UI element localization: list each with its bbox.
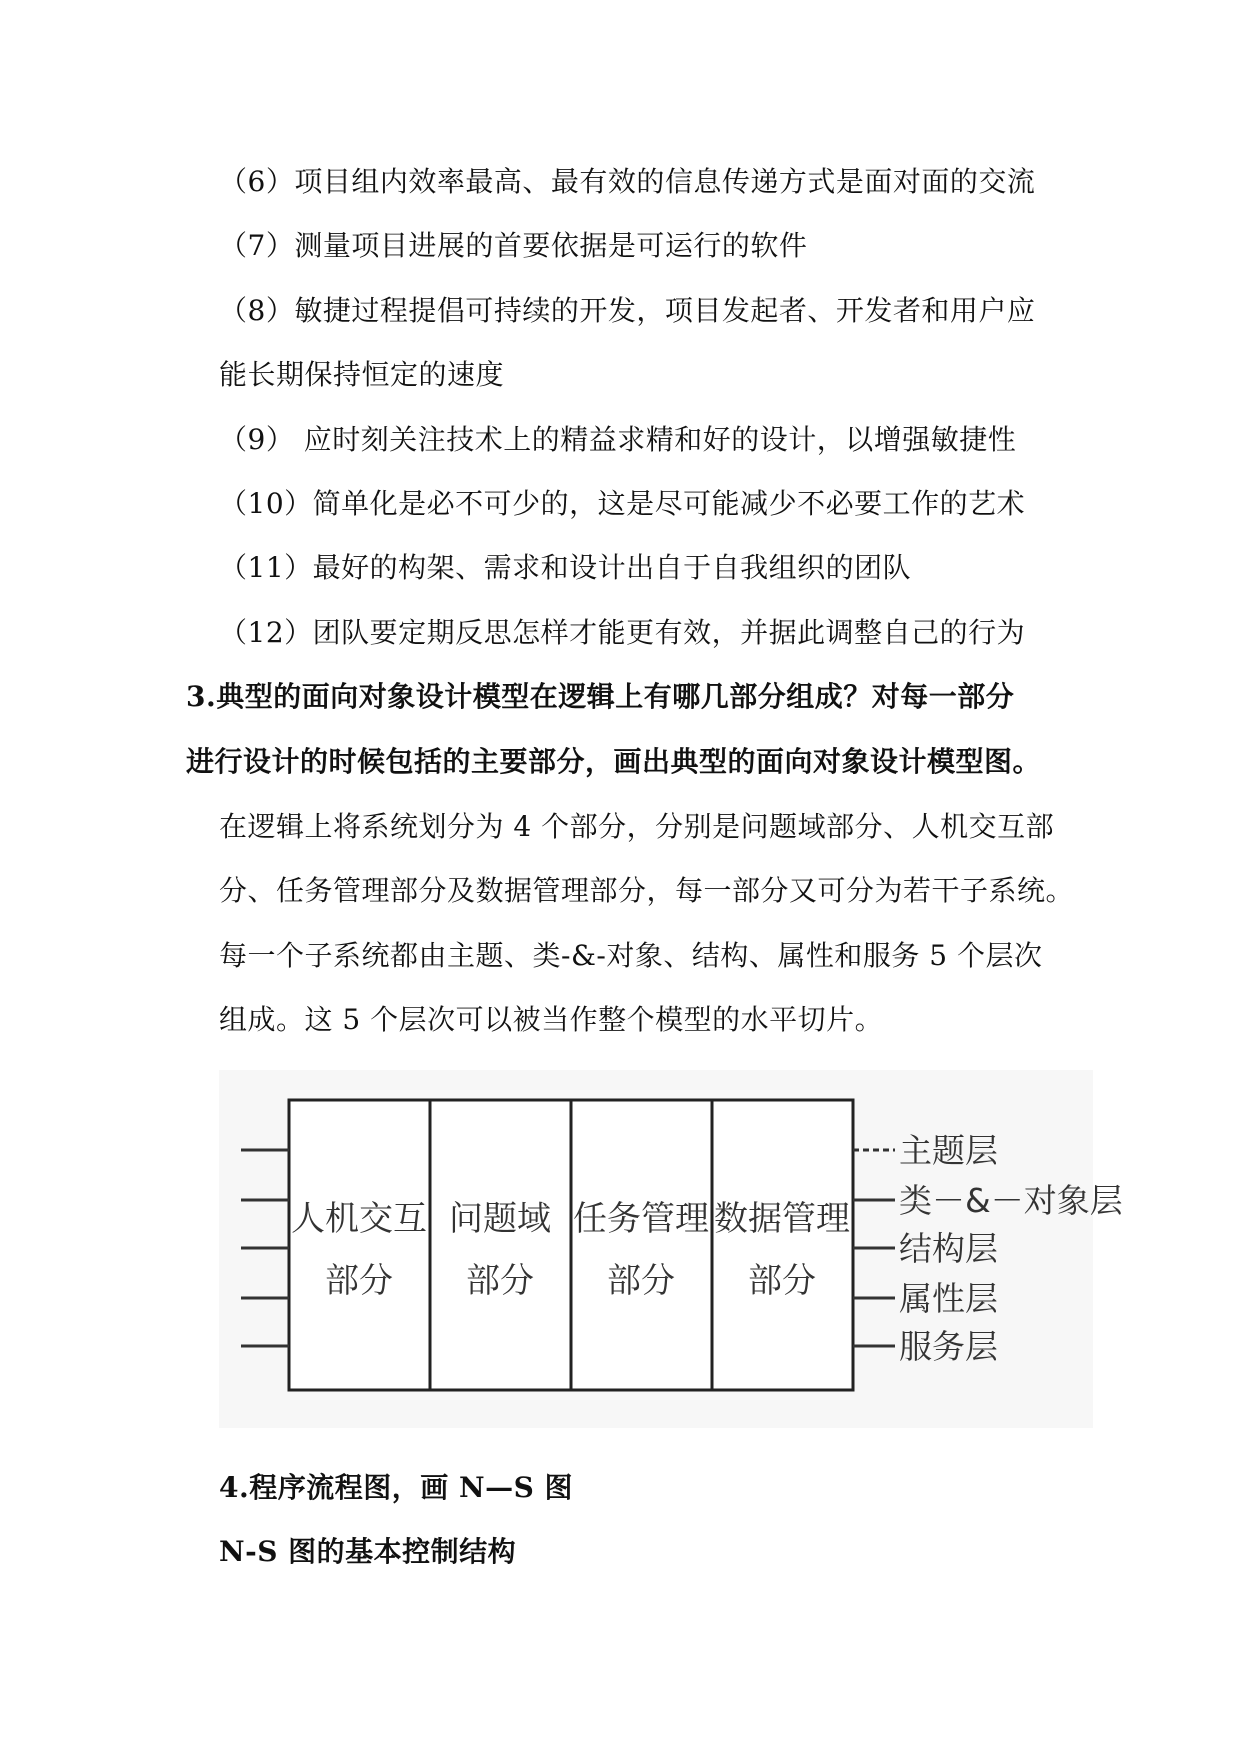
part-1-line2: 部分 (325, 1261, 393, 1301)
oo-design-model-diagram (219, 1070, 1123, 1428)
principle-9: （9） 应时刻关注技术上的精益求精和好的设计，以增强敏捷性 (219, 423, 1017, 456)
principle-6: （6）项目组内效率最高、最有效的信息传递方式是面对面的交流 (219, 165, 1036, 198)
layer-subject: 主题层 (899, 1131, 998, 1170)
question-4-title: 4.程序流程图，画 N—S 图 (219, 1471, 574, 1504)
principle-7: （7）测量项目进展的首要依据是可运行的软件 (219, 229, 808, 262)
oo-design-model-figure (219, 1070, 1123, 1428)
principle-8-line1: （8）敏捷过程提倡可持续的开发，项目发起者、开发者和用户应 (219, 294, 1036, 327)
principle-11: （11）最好的构架、需求和设计出自于自我组织的团队 (219, 551, 912, 584)
layer-attribute: 属性层 (899, 1279, 998, 1318)
layer-structure: 结构层 (899, 1229, 998, 1268)
part-2-line1: 问题域 (449, 1199, 551, 1239)
part-4-line2: 部分 (748, 1261, 816, 1301)
part-1-line1: 人机交互 (291, 1199, 427, 1239)
part-2-line2: 部分 (466, 1261, 534, 1301)
layer-service: 服务层 (899, 1327, 998, 1366)
part-3-line1: 任务管理 (573, 1199, 709, 1239)
part-4-line1: 数据管理 (714, 1199, 850, 1239)
question-4-subtitle: N-S 图的基本控制结构 (219, 1535, 517, 1568)
part-3-line2: 部分 (607, 1261, 675, 1301)
answer-3-line1: 在逻辑上将系统划分为 4 个部分，分别是问题域部分、人机交互部 (219, 810, 1055, 843)
principle-12: （12）团队要定期反思怎样才能更有效，并据此调整自己的行为 (219, 616, 1026, 649)
layer-class-object: 类－&－对象层 (899, 1181, 1123, 1220)
answer-3-line3: 每一个子系统都由主题、类-&-对象、结构、属性和服务 5 个层次 (219, 939, 1043, 972)
principle-10: （10）简单化是必不可少的，这是尽可能减少不必要工作的艺术 (219, 487, 1026, 520)
question-3-line1: 3.典型的面向对象设计模型在逻辑上有哪几部分组成？对每一部分 (186, 680, 1015, 713)
answer-3-line4: 组成。这 5 个层次可以被当作整个模型的水平切片。 (219, 1003, 884, 1036)
principle-8-line2: 能长期保持恒定的速度 (219, 358, 505, 391)
question-3-line2: 进行设计的时候包括的主要部分，画出典型的面向对象设计模型图。 (186, 745, 1042, 778)
answer-3-line2: 分、任务管理部分及数据管理部分，每一部分又可分为若干子系统。 (219, 874, 1075, 907)
